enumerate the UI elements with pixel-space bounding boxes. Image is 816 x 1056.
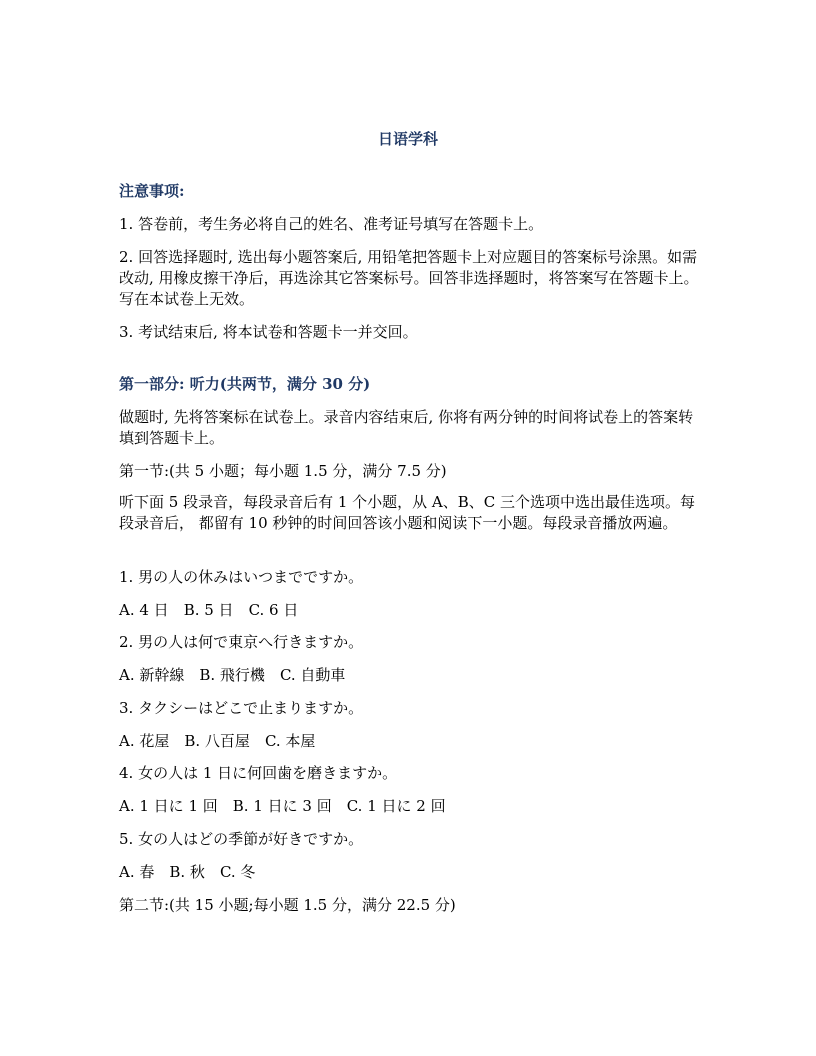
option-a: A. 1 日に 1 回 — [119, 797, 218, 815]
question-4-options — [119, 796, 699, 817]
option-a: A. 新幹線 — [119, 666, 185, 684]
question-2: 2. 男の人は何で東京へ行きますか。 — [119, 633, 364, 651]
notice-heading: 注意事项: — [119, 182, 185, 200]
option-a: A. 花屋 — [119, 732, 170, 750]
option-a: A. 4 日 — [119, 601, 169, 619]
question-5: 5. 女の人はどの季節が好きですか。 — [119, 830, 364, 848]
part1-heading: 第一部分: 听力(共两节，满分 30 分) — [119, 375, 371, 393]
notice-item-1: 1. 答卷前，考生务必将自己的姓名、准考证号填写在答题卡上。 — [119, 215, 544, 233]
document-title: 日语学科 — [377, 130, 438, 148]
option-b: B. 1 日に 3 回 — [232, 797, 332, 815]
option-b: B. 飛行機 — [199, 666, 265, 684]
notice-item-2: 2. 回答选择题时, 选出每小题答案后, 用铅笔把答题卡上对应题目的答案标号涂黑。如需改动, 用橡皮擦干净后，再选涂其它答案标号。回答非选择题时，将答案写在答题卡上。写在本试卷上无效。 — [119, 248, 699, 308]
question-3-options — [119, 731, 699, 752]
question-1-options — [119, 600, 699, 621]
option-c: C. 1 日に 2 回 — [346, 797, 446, 815]
question-1: 1. 男の人の休みはいつまでですか。 — [119, 568, 364, 586]
option-c: C. 冬 — [219, 863, 256, 881]
section2-heading: 第二节:(共 15 小题;每小题 1.5 分，满分 22.5 分) — [119, 896, 456, 914]
option-b: B. 5 日 — [183, 601, 234, 619]
question-3: 3. タクシーはどこで止まりますか。 — [119, 699, 364, 717]
option-c: C. 6 日 — [248, 601, 299, 619]
option-c: C. 本屋 — [264, 732, 316, 750]
option-b: B. 秋 — [169, 863, 205, 881]
option-a: A. 春 — [119, 863, 155, 881]
section1-heading: 第一节:(共 5 小题；每小题 1.5 分，满分 7.5 分) — [119, 462, 447, 480]
option-b: B. 八百屋 — [184, 732, 250, 750]
option-c: C. 自動車 — [279, 666, 346, 684]
part1-intro: 做题时, 先将答案标在试卷上。录音内容结束后, 你将有两分钟的时间将试卷上的答案转填到答题卡上。 — [119, 408, 694, 447]
question-5-options — [119, 862, 699, 883]
question-4: 4. 女の人は 1 日に何回歯を磨きますか。 — [119, 764, 398, 782]
notice-item-3: 3. 考试结束后, 将本试卷和答题卡一并交回。 — [119, 323, 418, 341]
question-2-options — [119, 665, 699, 686]
section1-instructions: 听下面 5 段录音，每段录音后有 1 个小题，从 A、B、C 三个选项中选出最佳选项。每段录音后， 都留有 10 秒钟的时间回答该小题和阅读下一小题。每段录音播放两遍。 — [119, 493, 696, 532]
